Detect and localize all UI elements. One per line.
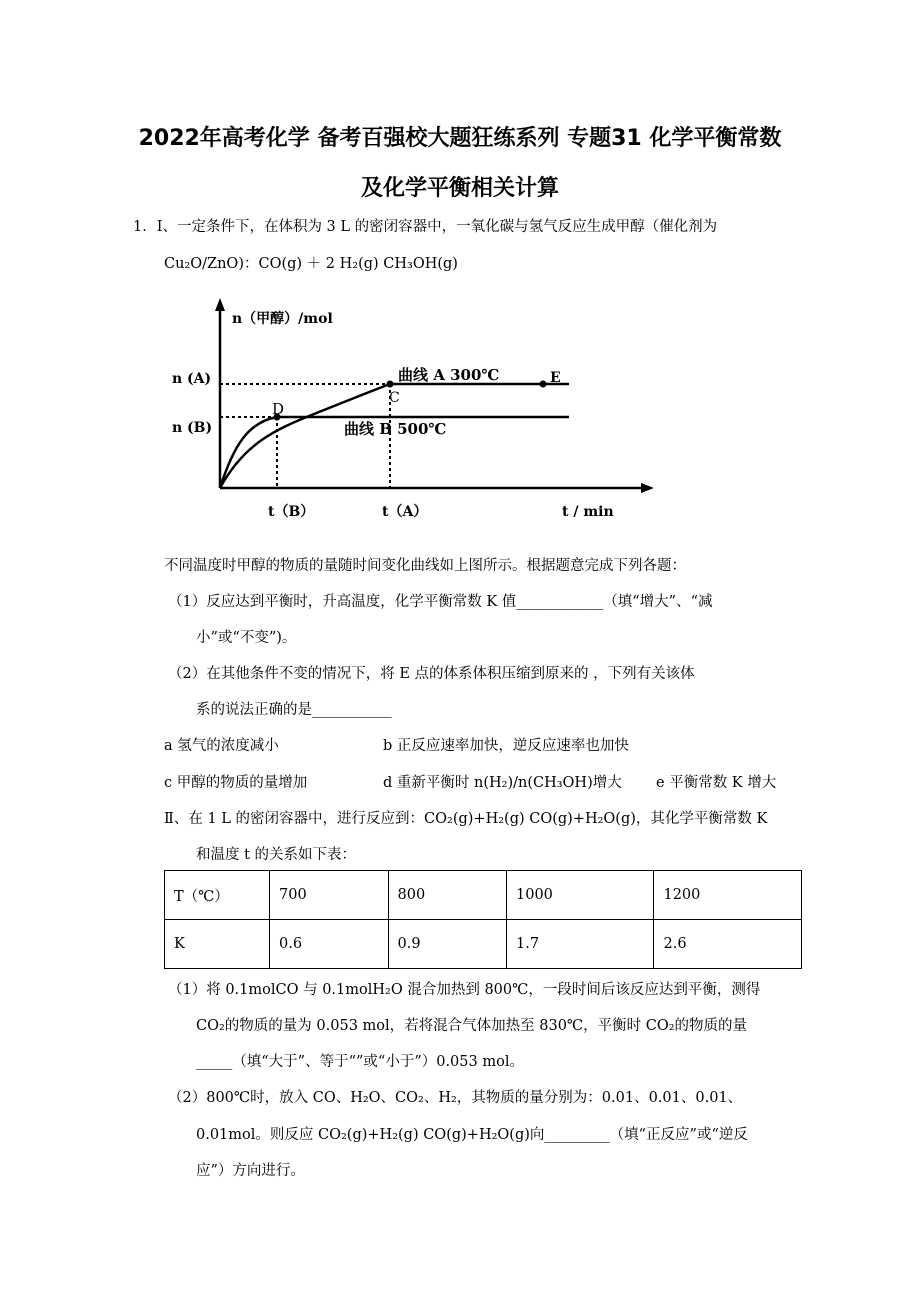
point-c-label: C: [389, 390, 400, 406]
part2-q2-line3: 应”）方向进行。: [196, 1163, 305, 1179]
header-k: K: [165, 920, 270, 969]
part2-q1-line2: CO₂的物质的量为 0.053 mol，若将混合气体加热至 830℃，平衡时 CO₂的物质的量: [196, 1018, 748, 1034]
y-tick-nB: n (B): [172, 420, 213, 436]
x-tick-tA: t（A）: [382, 504, 428, 520]
option-a: a 氢气的浓度减小: [164, 738, 279, 754]
part2-line1: Ⅱ、在 1 L 的密闭容器中，进行反应到：CO₂(g)+H₂(g) CO(g)+H₂O(g)，其化学平衡常数 K: [164, 811, 768, 827]
q1-text-line1: 1．Ⅰ、一定条件下，在体积为 3 L 的密闭容器中，一氧化碳与氢气反应生成甲醇（催化剂为: [133, 219, 718, 235]
part2-q1-line3: _____（填“大于”、等于“”或“小于”）0.053 mol。: [196, 1054, 524, 1070]
option-b: b 正反应速率加快，逆反应速率也加快: [383, 738, 629, 754]
curve-b-label: 曲线 B 500℃: [344, 420, 447, 438]
option-d: d 重新平衡时 n(H₂)/n(CH₃OH)增大: [383, 775, 622, 791]
k-cell: 2.6: [654, 920, 802, 969]
part2-q2-line1: （2）800℃时，放入 CO、H₂O、CO₂、H₂，其物质的量分别为：0.01、0.01、0.01、: [168, 1090, 743, 1106]
x-axis-label: t / min: [562, 504, 614, 520]
q1-text-line2: Cu₂O/ZnO)：CO(g) ＋ 2 H₂(g) CH₃OH(g): [164, 256, 458, 272]
point-c-marker: [387, 381, 394, 388]
temp-cell: 700: [270, 871, 389, 920]
table-row: [165, 920, 802, 969]
doc-title-line1: 2022年高考化学 备考百强校大题狂练系列 专题31 化学平衡常数: [138, 126, 782, 151]
x-axis-arrow: [641, 483, 654, 493]
y-axis-arrow: [215, 298, 225, 311]
figure-caption: 不同温度时甲醇的物质的量随时间变化曲线如上图所示。根据题意完成下列各题：: [164, 558, 686, 574]
point-e-label: E: [550, 370, 561, 386]
point-e-marker: [540, 381, 547, 388]
part1-q2-line1: （2）在其他条件不变的情况下，将 E 点的体系体积压缩到原来的 ，下列有关该体: [168, 666, 695, 682]
part1-q2-line2: 系的说法正确的是___________: [196, 702, 392, 718]
k-cell: 1.7: [507, 920, 654, 969]
y-tick-nA: n (A): [172, 371, 212, 387]
temp-cell: 800: [388, 871, 507, 920]
k-cell: 0.6: [270, 920, 389, 969]
y-axis-label: n（甲醇）/mol: [232, 311, 333, 327]
temp-cell: 1200: [654, 871, 802, 920]
methanol-time-figure: [164, 294, 664, 534]
k-cell: 0.9: [388, 920, 507, 969]
part2-q1-line1: （1）将 0.1molCO 与 0.1molH₂O 混合加热到 800℃，一段时间后该反应达到平衡，测得: [168, 982, 761, 998]
doc-title-line2: 及化学平衡相关计算: [360, 176, 559, 201]
temp-cell: 1000: [507, 871, 654, 920]
option-c: c 甲醇的物质的量增加: [164, 775, 308, 791]
header-temperature: T（℃）: [165, 871, 270, 920]
part2-line2: 和温度 t 的关系如下表：: [196, 847, 357, 863]
k-vs-temperature-table: [164, 870, 802, 969]
x-tick-tB: t（B）: [268, 504, 315, 520]
point-d-label: D: [272, 400, 285, 418]
curve-a-label: 曲线 A 300℃: [398, 366, 500, 384]
part1-q1-line2: 小”或“不变”)。: [196, 630, 297, 646]
table-row: [165, 871, 802, 920]
option-e: e 平衡常数 K 增大: [656, 775, 777, 791]
part2-q2-line2: 0.01mol。则反应 CO₂(g)+H₂(g) CO(g)+H₂O(g)向_________（填“正反应”或“逆反: [196, 1127, 748, 1143]
part1-q1-line1: （1）反应达到平衡时，升高温度，化学平衡常数 K 值____________（填“增大”、“减: [168, 594, 713, 610]
